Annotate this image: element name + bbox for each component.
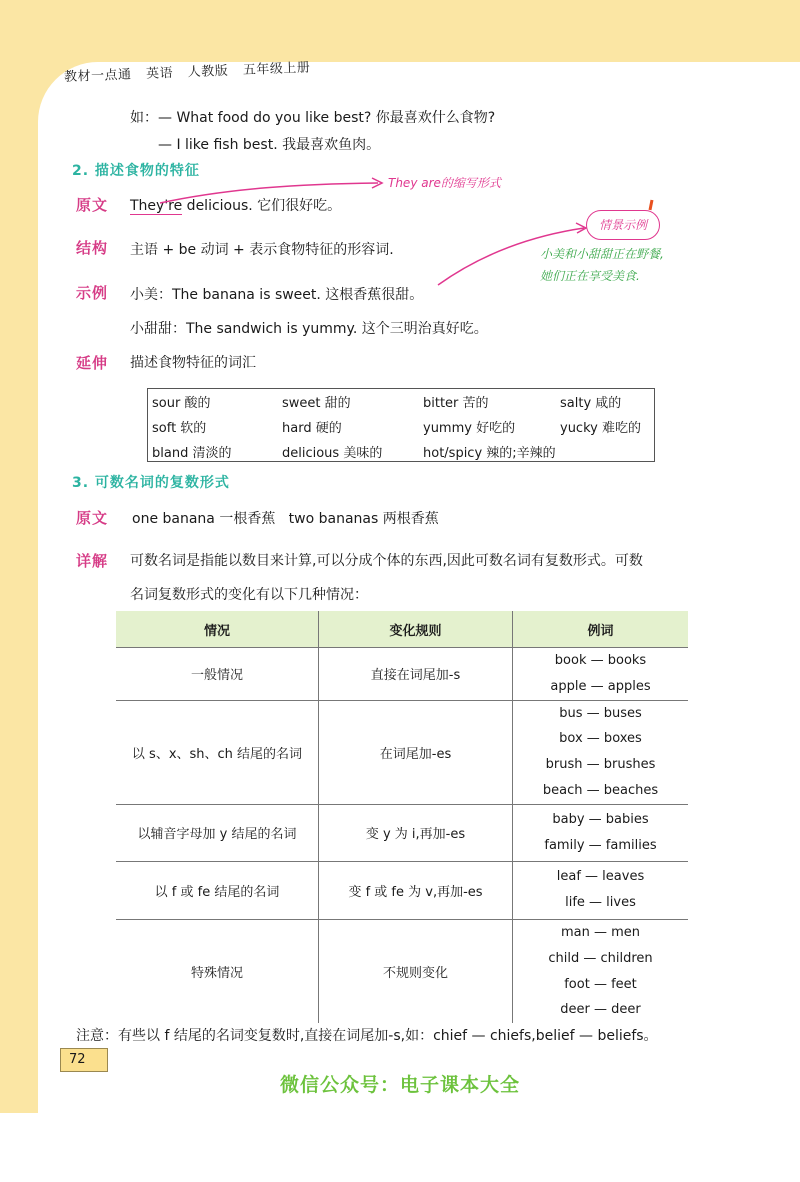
detail-line-1: 可数名词是指能以数目来计算,可以分成个体的东西,因此可数名词有复数形式。可数 bbox=[130, 553, 643, 569]
page-number: 72 bbox=[60, 1048, 108, 1072]
case-cell: 以辅音字母加 y 结尾的名词 bbox=[116, 804, 319, 861]
header-rule: 变化规则 bbox=[319, 611, 513, 648]
vocab-cell: salty 咸的 bbox=[560, 396, 622, 411]
example-word: box — boxes bbox=[559, 731, 642, 747]
example-word: life — lives bbox=[565, 895, 636, 911]
examples-cell bbox=[513, 648, 689, 701]
original-label-2: 原文 bbox=[76, 196, 109, 214]
vocab-cell: yummy 好吃的 bbox=[423, 421, 516, 436]
example-word: foot — feet bbox=[564, 976, 637, 992]
header-examples: 例词 bbox=[513, 611, 689, 648]
vocab-cell: soft 软的 bbox=[152, 421, 207, 436]
example-word: baby — babies bbox=[552, 811, 649, 827]
watermark: 微信公众号：电子课本大全 bbox=[279, 1074, 520, 1096]
scene-line-1: 小美和小甜甜正在野餐, bbox=[540, 247, 664, 261]
case-cell: 以 f 或 fe 结尾的名词 bbox=[116, 861, 319, 919]
example-word: brush — brushes bbox=[545, 757, 656, 773]
header-edition: 人教版 bbox=[187, 63, 229, 81]
intro-example-label: 如： bbox=[130, 110, 158, 126]
header-case: 情况 bbox=[116, 611, 319, 648]
vocab-cell: delicious 美味的 bbox=[282, 446, 383, 461]
intro-question: — What food do you like best? 你最喜欢什么食物? bbox=[158, 110, 496, 126]
example-label: 示例 bbox=[76, 284, 109, 302]
case-cell: 一般情况 bbox=[116, 648, 319, 701]
example-word: beach — beaches bbox=[542, 782, 659, 798]
table-row bbox=[116, 861, 688, 919]
header-subject: 英语 bbox=[145, 65, 174, 82]
example-2: 小甜甜：The sandwich is yummy. 这个三明治真好吃。 bbox=[130, 321, 488, 337]
examples-cell bbox=[513, 919, 689, 1023]
examples-cell bbox=[513, 804, 689, 861]
detail-line-2: 名词复数形式的变化有以下几种情况： bbox=[130, 587, 368, 603]
intro-line-2: — I like fish best. 我最喜欢鱼肉。 bbox=[158, 137, 381, 153]
contraction-note: They are的缩写形式 bbox=[388, 176, 501, 190]
table-header-row bbox=[116, 611, 688, 648]
vocab-cell: yucky 难吃的 bbox=[560, 421, 641, 436]
example-word: leaf — leaves bbox=[556, 869, 645, 885]
vocab-cell: sweet 甜的 bbox=[282, 396, 351, 411]
scene-line-2: 她们正在享受美食. bbox=[540, 269, 640, 283]
rule-cell: 不规则变化 bbox=[319, 919, 513, 1023]
rule-cell: 变 f 或 fe 为 v,再加-es bbox=[319, 861, 513, 919]
section-3-title: 3. 可数名词的复数形式 bbox=[72, 475, 230, 491]
table-row bbox=[116, 648, 688, 701]
extension-label: 延伸 bbox=[76, 354, 109, 372]
rule-cell: 在词尾加-es bbox=[319, 700, 513, 804]
original-rest: delicious. 它们很好吃。 bbox=[182, 198, 342, 214]
rule-cell: 直接在词尾加-s bbox=[319, 648, 513, 701]
example-word: bus — buses bbox=[559, 705, 642, 721]
table-row bbox=[116, 919, 688, 1023]
example-1: 小美：The banana is sweet. 这根香蕉很甜。 bbox=[130, 287, 424, 303]
header-book: 教材一点通 bbox=[63, 67, 132, 85]
original-label-3: 原文 bbox=[76, 509, 109, 527]
example-word: apple — apples bbox=[550, 678, 651, 694]
scene-bubble: 情景示例 bbox=[586, 210, 660, 240]
header-grade: 五年级上册 bbox=[242, 60, 311, 79]
vocab-cell: sour 酸的 bbox=[152, 396, 211, 411]
vocab-cell: hard 硬的 bbox=[282, 421, 342, 436]
section-3-original-text: one banana 一根香蕉 two bananas 两根香蕉 bbox=[132, 511, 439, 527]
example-word: family — families bbox=[544, 837, 657, 853]
examples-cell bbox=[513, 700, 689, 804]
example-word: man — men bbox=[560, 924, 641, 940]
structure-label: 结构 bbox=[76, 239, 109, 257]
structure-text: 主语 + be 动词 + 表示食物特征的形容词. bbox=[130, 242, 394, 258]
plural-rules-table bbox=[116, 611, 688, 1023]
table-row bbox=[116, 700, 688, 804]
vocab-cell: bland 清淡的 bbox=[152, 446, 232, 461]
detail-label: 详解 bbox=[76, 552, 109, 570]
vocab-table bbox=[147, 388, 655, 462]
case-cell: 特殊情况 bbox=[116, 919, 319, 1023]
table-row bbox=[116, 804, 688, 861]
note-text: 注意：有些以 f 结尾的名词变复数时,直接在词尾加-s,如：chief — chiefs,belief — beliefs。 bbox=[76, 1028, 658, 1044]
example-word: child — children bbox=[548, 950, 653, 966]
example-word: book — books bbox=[554, 653, 647, 668]
section-2-title: 2. 描述食物的特征 bbox=[72, 163, 200, 179]
example-word: deer — deer bbox=[560, 1002, 641, 1018]
rule-cell: 变 y 为 i,再加-es bbox=[319, 804, 513, 861]
annotation-arrows bbox=[0, 0, 800, 320]
vocab-cell: hot/spicy 辣的;辛辣的 bbox=[423, 446, 556, 461]
extension-text: 描述食物特征的词汇 bbox=[130, 355, 256, 371]
underlined-contraction: They're bbox=[130, 198, 183, 214]
vocab-cell: bitter 苦的 bbox=[423, 396, 489, 411]
examples-cell bbox=[513, 861, 689, 919]
case-cell: 以 s、x、sh、ch 结尾的名词 bbox=[116, 700, 319, 804]
